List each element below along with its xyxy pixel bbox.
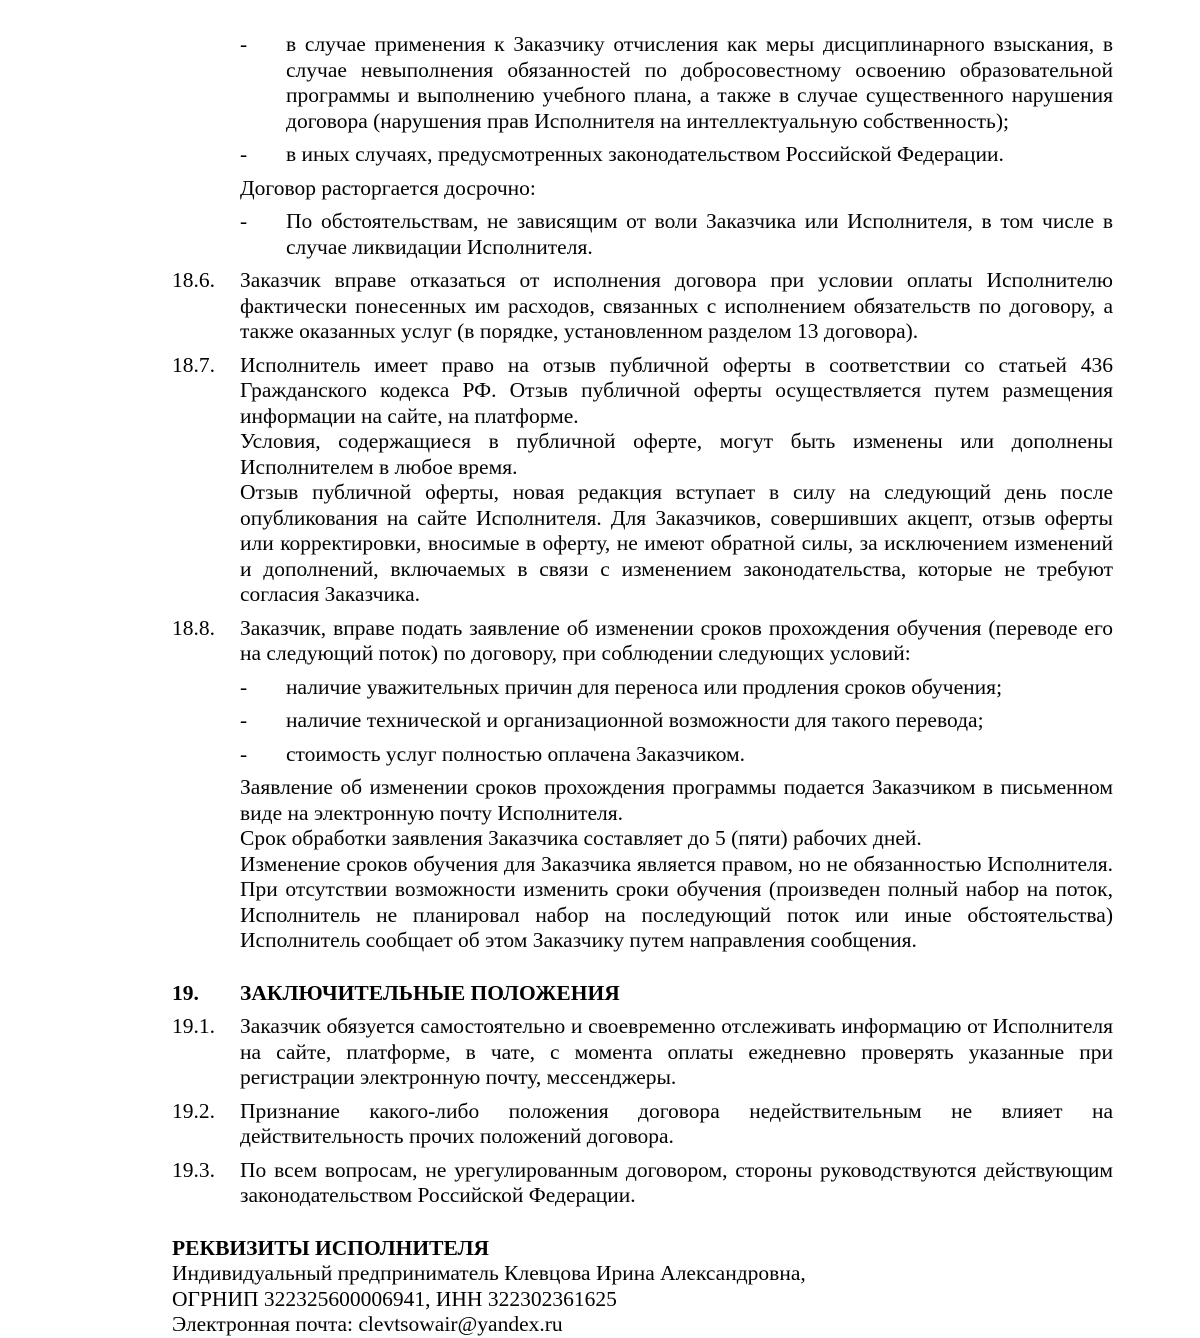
list-item bbox=[240, 142, 1113, 168]
termination-lead-paragraph: Договор расторгается досрочно: bbox=[240, 175, 536, 200]
clause-18-8-continuation bbox=[240, 775, 1113, 954]
requisites-block bbox=[172, 1236, 1113, 1338]
clause-paragraph: Заявление об изменении сроков прохождения программы подается Заказчиком в письменном виде на электронную почту Исполнителя. bbox=[240, 775, 1113, 825]
dash-bullet-marker: - bbox=[240, 674, 248, 699]
dash-bullet-marker: - bbox=[240, 708, 248, 732]
list-item bbox=[240, 209, 1113, 260]
clause-paragraph: Срок обработки заявления Заказчика составляет до 5 (пяти) рабочих дней. bbox=[240, 826, 922, 850]
dash-bullet-marker: - bbox=[240, 32, 248, 56]
requisites-line-entrepreneur: Индивидуальный предприниматель Клевцова Ирина Александровна, bbox=[172, 1261, 806, 1285]
section-title: ЗАКЛЮЧИТЕЛЬНЫЕ ПОЛОЖЕНИЯ bbox=[240, 980, 620, 1005]
section-19-heading bbox=[172, 981, 1113, 1007]
clause-paragraph: Заказчик обязуется самостоятельно и своевременно отслеживать информацию от Исполнителя на сайте, платформе, в чате, с момента оплаты ежедневно проверять указанные при регистрации электронную почту, мессенджеры. bbox=[240, 1014, 1113, 1089]
clause-number: 19.1. bbox=[172, 1014, 215, 1038]
clause-paragraph: Заказчик, вправе подать заявление об изменении сроков прохождения обучения (переводе его на следующий поток) по договору, при соблюдении следующих условий: bbox=[240, 615, 1113, 665]
requisites-line-email: Электронная почта: clevtsowair@yandex.ru bbox=[172, 1312, 563, 1336]
bullet-text: в иных случаях, предусмотренных законодательством Российской Федерации. bbox=[286, 142, 1004, 166]
bullet-text: По обстоятельствам, не зависящим от воли Заказчика или Исполнителя, в том числе в случае ликвидации Исполнителя. bbox=[286, 209, 1113, 259]
clause-paragraph: Заказчик вправе отказаться от исполнения договора при условии оплаты Исполнителю фактически понесенных им расходов, связанных с исполнением обязательств по договору, а также оказанных услуг (в порядке, установленном разделом 13 договора). bbox=[240, 268, 1113, 343]
clause-number: 18.8. bbox=[172, 615, 215, 640]
list-item bbox=[240, 32, 1113, 134]
document-page bbox=[172, 24, 1113, 1338]
clause-number: 19.2. bbox=[172, 1098, 215, 1123]
bullet-text: наличие уважительных причин для переноса или продления сроков обучения; bbox=[286, 674, 1003, 699]
clause-18-8 bbox=[172, 616, 1113, 667]
clause-18-7 bbox=[172, 353, 1113, 608]
requisites-title: РЕКВИЗИТЫ ИСПОЛНИТЕЛЯ bbox=[172, 1235, 490, 1260]
clause-paragraph: Отзыв публичной оферты, новая редакция вступает в силу на следующий день после опубликования на сайте Исполнителя. Для Заказчиков, совершивших акцепт, отзыв оферты или корректировки, вносимые в оферту, не имеют обратной силы, за исключением изменений и дополнений, включаемых в связи с изменением законодательства, которые не требуют согласия Заказчика. bbox=[240, 480, 1113, 606]
list-item bbox=[240, 675, 1113, 701]
clause-paragraph: Признание какого-либо положения договора недействительным не влияет на действительность прочих положений договора. bbox=[240, 1098, 1113, 1148]
section-number: 19. bbox=[172, 980, 199, 1005]
clause-paragraph: Условия, содержащиеся в публичной оферте, могут быть изменены или дополнены Исполнителем в любое время. bbox=[240, 429, 1113, 479]
dash-bullet-marker: - bbox=[240, 142, 248, 166]
clause-19-2 bbox=[172, 1099, 1113, 1150]
clause-number: 18.7. bbox=[172, 352, 215, 377]
bullet-text: стоимость услуг полностью оплачена Заказчиком. bbox=[286, 741, 746, 766]
bullet-text: в случае применения к Заказчику отчисления как меры дисциплинарного взыскания, в случае невыполнения обязанностей по добросовестному освоению образовательной программы и выполнению учебного плана, а также в случае существенного нарушения договора (нарушения прав Исполнителя на интеллектуальную собственность); bbox=[286, 32, 1113, 133]
clause-18-6 bbox=[172, 268, 1113, 345]
clause-paragraph: По всем вопросам, не урегулированным договором, стороны руководствуются действующим законодательством Российской Федерации. bbox=[240, 1157, 1113, 1207]
list-item bbox=[240, 742, 1113, 768]
clause-paragraph: Изменение сроков обучения для Заказчика является правом, но не обязанностью Исполнителя. При отсутствии возможности изменить сроки обучения (произведен полный набор на поток, Исполнитель не планировал набор на последующий поток или иные обстоятельства) Исполнитель сообщает об этом Заказчику путем направления сообщения. bbox=[240, 851, 1113, 952]
list-item bbox=[240, 708, 1113, 734]
clause-number: 18.6. bbox=[172, 268, 215, 292]
clause-paragraph: Исполнитель имеет право на отзыв публичной оферты в соответствии со статьей 436 Гражданского кодекса РФ. Отзыв публичной оферты осуществляется путем размещения информации на сайте, на платформе. bbox=[240, 352, 1113, 428]
clause-19-1 bbox=[172, 1014, 1113, 1091]
requisites-line-ogrnip-inn: ОГРНИП 322325600006941, ИНН 322302361625 bbox=[172, 1286, 617, 1311]
bullet-text: наличие технической и организационной возможности для такого перевода; bbox=[286, 708, 984, 732]
clause-19-3 bbox=[172, 1158, 1113, 1209]
dash-bullet-marker: - bbox=[240, 209, 248, 233]
dash-bullet-marker: - bbox=[240, 741, 248, 766]
clause-number: 19.3. bbox=[172, 1157, 215, 1182]
